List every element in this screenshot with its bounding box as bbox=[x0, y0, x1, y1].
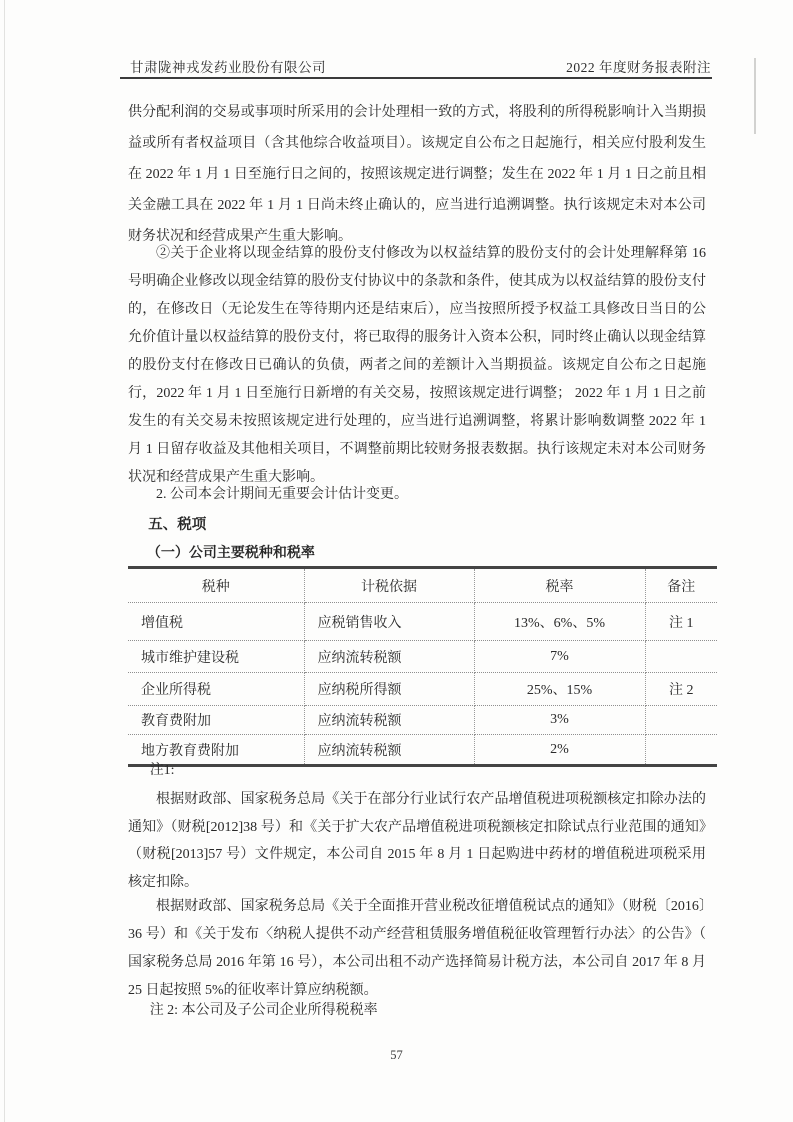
col-header-tax-basis: 计税依据 bbox=[304, 568, 474, 603]
cell-tax-rate: 13%、6%、5% bbox=[474, 603, 645, 641]
table-row bbox=[128, 673, 717, 706]
paragraph-share-payment-interpretation: ②关于企业将以现金结算的股份支付修改为以权益结算的股份支付的会计处理解释第 16 号明确企业修改以现金结算的股份支付协议中的条款和条件，使其成为以权益结算的股份支付的，在修改日（无论发生在等待期内还是结束后），应当按照所授予权益工具修改日当日的公允价值计量以权益结算的股份支付，将已取得的服务计入资本公积，同时终止确认以现金结算的股份支付在修改日已确认的负债，两者之间的差额计入当期损益。该规定自公布之日起施行，2022 年 1 月 1 日至施行日新增的有关交易，按照该规定进行调整； 2022 年 1 月 1 日之前发生的有关交易未按照该规定进行处理的，应当进行追溯调整，将累计影响数调整 2022 年 1 月 1 日留存收益及其他相关项目，不调整前期比较财务报表数据。执行该规定未对本公司财务状况和经营成果产生重大影响。 bbox=[128, 246, 706, 485]
col-header-remark: 备注 bbox=[645, 568, 717, 603]
cell-tax-basis: 应纳税所得额 bbox=[304, 673, 474, 706]
header-report-title: 2022 年度财务报表附注 bbox=[566, 60, 711, 75]
subsection-heading-main-taxes: （一）公司主要税种和税率 bbox=[146, 546, 315, 561]
cell-tax-type: 企业所得税 bbox=[128, 673, 304, 706]
cell-tax-rate: 3% bbox=[474, 706, 645, 735]
table-row bbox=[128, 641, 717, 673]
cell-tax-type: 教育费附加 bbox=[128, 706, 304, 735]
cell-tax-rate: 2% bbox=[474, 735, 645, 766]
cell-remark bbox=[645, 641, 717, 673]
cell-tax-rate: 7% bbox=[474, 641, 645, 673]
note2-income-tax-rates: 注 2: 本公司及子公司企业所得税税率 bbox=[149, 1003, 378, 1018]
cell-tax-basis: 应纳流转税额 bbox=[304, 706, 474, 735]
cell-tax-type: 增值税 bbox=[128, 603, 304, 641]
table-row bbox=[128, 706, 717, 735]
col-header-tax-rate: 税率 bbox=[474, 568, 645, 603]
table-header-row bbox=[128, 568, 717, 603]
note1-label: 注1: bbox=[149, 763, 175, 778]
note1-paragraph-vat-reform: 根据财政部、国家税务总局《关于全面推开营业税改征增值税试点的通知》（财税〔2016〕36 号）和《关于发布〈纳税人提供不动产经营租赁服务增值税征收管理暂行办法〉的公告》（ 国家税务总局 2016 年第 16 号），本公司出租不动产选择简易计税方法，本公司自 2017 年 8 月 25 日起按照 5%的征收率计算应纳税额。 bbox=[128, 899, 706, 998]
scan-edge-artifact bbox=[4, 0, 5, 1122]
tax-rate-table bbox=[128, 566, 717, 767]
cell-tax-type: 城市维护建设税 bbox=[128, 641, 304, 673]
cell-tax-basis: 应纳流转税额 bbox=[304, 641, 474, 673]
header-company-name: 甘肃陇神戎发药业股份有限公司 bbox=[130, 60, 326, 75]
cell-remark bbox=[645, 706, 717, 735]
paragraph-dividend-accounting: 供分配利润的交易或事项时所采用的会计处理相一致的方式，将股利的所得税影响计入当期损益或所有者权益项目（含其他综合收益项目）。该规定自公布之日起施行，相关应付股利发生在 2022 年 1 月 1 日至施行日之间的，按照该规定进行调整；发生在 2022 年 1 月 1 日之前且相关金融工具在 2022 年 1 月 1 日尚未终止确认的，应当进行追溯调整。执行该规定未对本公司财务状况和经营成果产生重大影响。 bbox=[128, 105, 706, 244]
section-heading-taxes: 五、税项 bbox=[148, 517, 207, 533]
table-row bbox=[128, 603, 717, 641]
cell-tax-basis: 应税销售收入 bbox=[304, 603, 474, 641]
header-rule bbox=[120, 77, 712, 79]
cell-tax-type: 地方教育费附加 bbox=[128, 735, 304, 766]
col-header-tax-type: 税种 bbox=[128, 568, 304, 603]
paragraph-no-estimate-change: 2. 公司本会计期间无重要会计估计变更。 bbox=[156, 487, 408, 502]
cell-remark: 注 2 bbox=[645, 673, 717, 706]
scan-mark-artifact bbox=[754, 58, 756, 134]
cell-remark: 注 1 bbox=[645, 603, 717, 641]
note1-paragraph-agricultural-vat: 根据财政部、国家税务总局《关于在部分行业试行农产品增值税进项税额核定扣除办法的通知》（财税[2012]38 号）和《关于扩大农产品增值税进项税额核定扣除试点行业范围的通知》（财税[2013]57 号）文件规定，本公司自 2015 年 8 月 1 日起购进中药材的增值税进项税采用核定扣除。 bbox=[128, 792, 706, 890]
page-number: 57 bbox=[390, 1048, 403, 1062]
cell-tax-rate: 25%、15% bbox=[474, 673, 645, 706]
cell-tax-basis: 应纳流转税额 bbox=[304, 735, 474, 766]
